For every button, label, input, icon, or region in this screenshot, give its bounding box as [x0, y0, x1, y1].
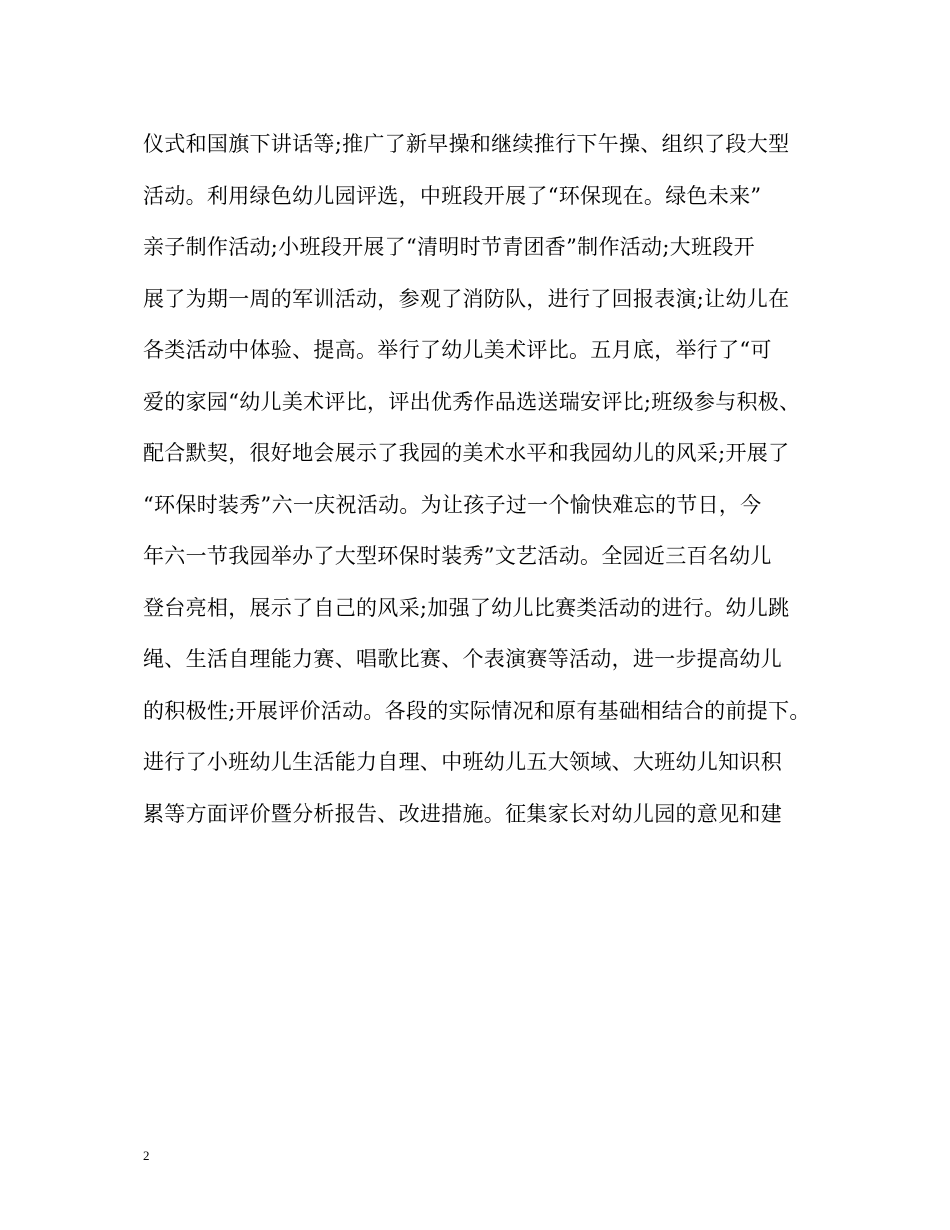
text-line-10: 登台亮相，展示了自己的风采;加强了幼儿比赛类活动的进行。幼儿跳 — [143, 595, 790, 620]
text-line-2: 活动。利用绿色幼儿园评选，中班段开展了“环保现在。绿色未来” — [143, 183, 762, 208]
text-line-14: 累等方面评价暨分析报告、改进措施。征集家长对幼儿园的意见和建 — [143, 801, 782, 826]
text-line-4: 展了为期一周的军训活动，参观了消防队，进行了回报表演;让幼儿在 — [143, 286, 790, 311]
text-line-13: 进行了小班幼儿生活能力自理、中班幼儿五大领域、大班幼儿知识积 — [143, 750, 782, 774]
text-line-12: 的积极性;开展评价活动。各段的实际情况和原有基础相结合的前提下。 — [143, 698, 811, 723]
text-line-8: “环保时装秀”六一庆祝活动。为让孩子过一个愉快难忘的节日，今 — [143, 492, 762, 517]
text-line-3: 亲子制作活动;小班段开展了“清明时节青团香”制作活动;大班段开 — [143, 235, 755, 259]
text-line-1: 仪式和国旗下讲话等;推广了新早操和继续推行下午操、组织了段大型 — [143, 132, 790, 156]
text-line-5: 各类活动中体验、提高。举行了幼儿美术评比。五月底，举行了“可 — [143, 338, 772, 362]
text-line-6: 爱的家园“幼儿美术评比，评出优秀作品选送瑞安评比;班级参与积极、 — [143, 389, 801, 414]
text-line-7: 配合默契，很好地会展示了我园的美术水平和我园幼儿的风采;开展了 — [143, 441, 790, 465]
text-line-11: 绳、生活自理能力赛、唱歌比赛、个表演赛等活动，进一步提高幼儿 — [143, 647, 782, 671]
page-number: 2 — [143, 1148, 150, 1163]
body-text — [143, 124, 843, 845]
text-line-9: 年六一节我园举办了大型环保时装秀”文艺活动。全园近三百名幼儿 — [143, 544, 772, 568]
